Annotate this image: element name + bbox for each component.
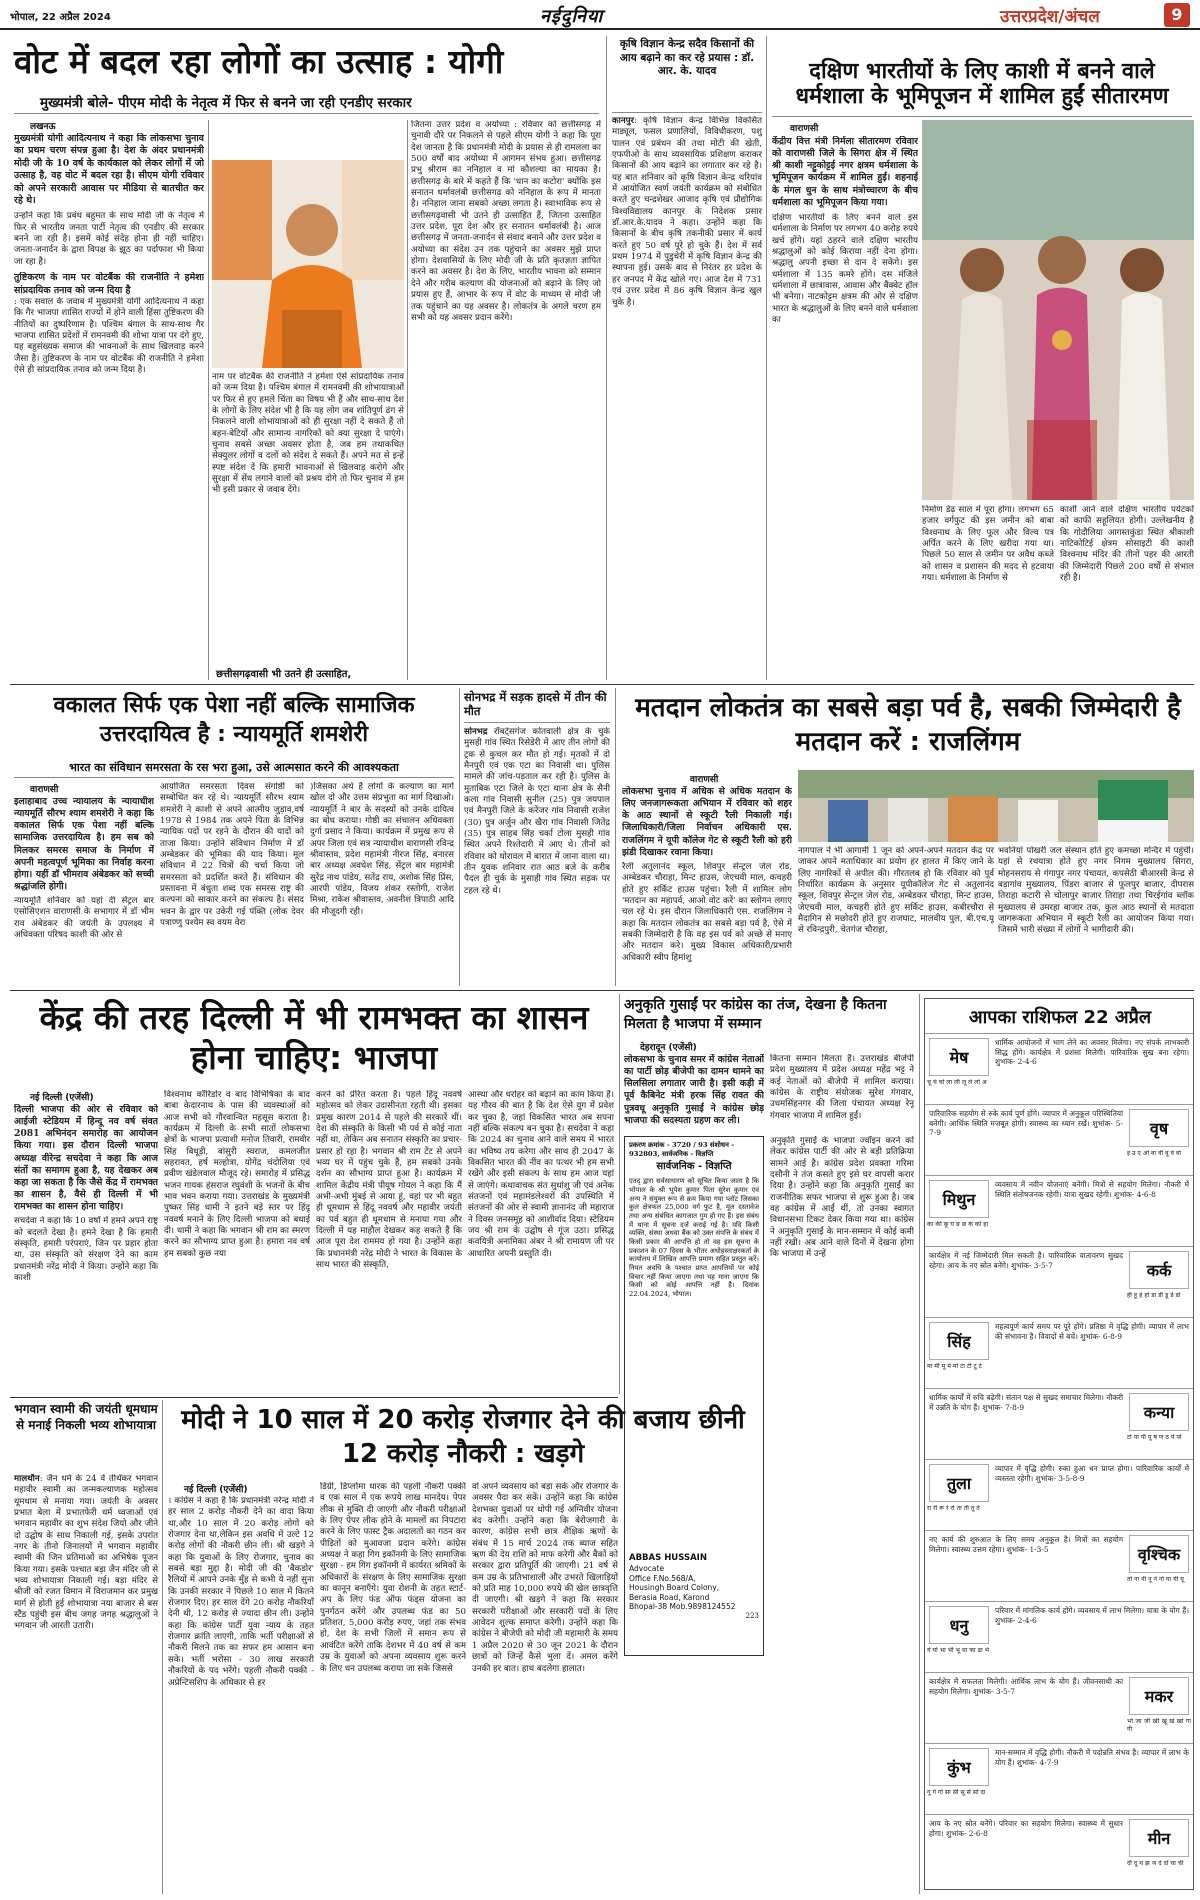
- rashi-letters: इ उ ए ओ वा वी वू वे वो: [1127, 1150, 1181, 1157]
- rashi-forecast: धार्मिक आयोजनों में भाग लेने का अवसर मिलेगा। नए संपर्क लाभकारी सिद्ध होंगे। कार्यक्षेत्र में प्रशंसा मिलेगी। पारिवारिक सुख बना रहेगा। शुभांक- 2-4-6: [995, 1038, 1189, 1067]
- rashi-row: [925, 1459, 1193, 1530]
- story7-para2: विश्वनाथ कॉरिडोर व बाद विभिषिका के बाद बाबा केदारनाथ के पास की व्यवस्थाओं को आज सभी को गौरवान्वित महसूस कराता है। कार्यक्रम में दिल्ली के सभी सातों लोकसभा क्षेत्रों के भाजपा प्रत्याशी मनोज तिवारी, रामवीर सिंह बिधूड़ी, बांसुरी स्वराज, कमलजीत सहरावत, हर्ष मल्होत्रा, योगेंद्र चंदोलिया एवं प्रवीण खंडेलवाल मौजूद रहे। समारोह में प्रसिद्ध भजन गायक हंसराज रघुवंशी के भजनों के बीच भाव भवन कराया गया। उत्तराखंड के मुख्यमंत्री पुष्कर सिंह धामी ने इतने बड़े स्तर पर हिंदू नववर्ष मनाने के लिए दिल्ली भाजपा को बधाई दी। धामी ने कहा कि भगवान श्री राम का स्मरण करने का सौभाग्य प्राप्त हुआ है। हमारा नव वर्ष हम सबको कुछ नया: [164, 1090, 310, 1259]
- story1-col2-subhead: छत्तीसगढ़वासी भी उतने ही उत्साहित,: [216, 669, 352, 680]
- rashi-name: सिंह: [929, 1322, 989, 1360]
- story8-col1: [624, 1054, 764, 1132]
- story10-col2: [320, 1482, 466, 1894]
- story7-col2: [164, 1090, 310, 1392]
- rashi-name: मेष: [929, 1038, 989, 1076]
- story2-dateline: कानपुर: [612, 116, 634, 126]
- divider: [606, 36, 607, 680]
- story1-subhead: मुख्यमंत्री बोले- पीएम मोदी के नेतृत्व में फिर से बनने जा रही एनडीए सरकार: [40, 95, 412, 111]
- divider: [14, 777, 454, 778]
- rashi-row: [925, 1175, 1193, 1246]
- yogi-photo: [212, 160, 404, 368]
- story5-text: रॉबर्ट्सगंज कोतवाली क्षेत्र के चुर्क मुसही गांव स्थित रिसेडेरी में आए तीन लोगों की ट्रक से कुचल कर मौत हो गई। मृतकों में दो मैनपुरी एवं एक एटा का निवासी था। पुलिस मामले की जांच-पड़ताल कर रही है। पुलिस के मुताबिक एटा जिले के एटा थाना क्षेत्र के सैनी कला गांव निवासी सुनील (25) पुत्र जयपाल एवं मैनपुरी जिले के करेंजर गांव निवासी राजेश (30) पुत्र अर्जुन और खैरा गांव निवासी जितेंद्र (35) पुत्र साहब सिंह चर्का टोला मुसही गांव स्थित अपने रिश्तेदारी में आए थे। तीनों को रविवार को घोरावल में बारात में जाना वाला था। तीन युवक शनिवार रात आठ बजे के करीब पैदल ही चुर्क के मुसाही गांव स्थित सड़क पर टहल रहे थे।: [464, 727, 610, 896]
- story3-lead: केंद्रीय वित्त मंत्री निर्मला सीतारमण रविवार को वाराणसी जिले के सिगरा क्षेत्र में स्थित श्री काशी नट्टुकोट्टई नगर क्षत्रम धर्मशाला के भूमिपूजन कार्यक्रम में शामिल हुईं। शहनाई के मंगल धुन के साथ मंत्रोच्चारण के बीच धर्मशाला का भूमिपूजन किया गया।: [772, 136, 918, 208]
- divider: [619, 994, 620, 1394]
- divider: [10, 990, 1194, 991]
- story6-para: रैली अतुलानंद स्कूल, शिवपुर सेन्ट्रल जेल रोड, अम्बेडकर चौराहा, मिन्ट हाउस, जेएचवी माल, कचहरी होते हुए सर्किट हाउस पहुंचा। रैली में शामिल लोग 'मतदान का महापर्व, आओ वोट करें' का स्लोगन लगाए चल रहे थे। इस दौरान जिलाधिकारी एस. राजलिंगम ने कहा कि मतदान लोकतंत्र का सबसे बड़ा पर्व है, ऐसे में सबकी जिम्मेदारी है कि वह इस पर्व को अच्छे से मनाए और मतदान करे। मुख्य विकास अधिकारी/प्रभारी अधिकारी स्वीप हिमांशु: [622, 861, 792, 963]
- rashifal-title: आपका राशिफल 22 अप्रैल: [968, 1007, 1152, 1028]
- divider: [10, 684, 1194, 685]
- story7-col1: [14, 1104, 158, 1392]
- rashi-letters: टो पा पी पू ष ण ठ पे पो: [1127, 1434, 1182, 1441]
- notice-signoff-name: ABBAS HUSSAIN: [629, 1553, 707, 1564]
- story4-headline: वकालत सिर्फ एक पेशा नहीं बल्कि सामाजिक उत्तरदायित्व है : न्यायमूर्ति शमशेरी: [53, 693, 415, 747]
- rashi-forecast: धार्मिक कार्यों में रुचि बढ़ेगी। संतान पक्ष से सुखद समाचार मिलेगा। नौकरी में उन्नति के योग हैं। शुभांक- 7-8-9: [929, 1393, 1123, 1412]
- rashi-forecast: कार्यक्षेत्र में सफलता मिलेगी। आर्थिक लाभ के योग हैं। जीवनसाथी का सहयोग मिलेगा। शुभांक- 3-5-7: [929, 1677, 1123, 1696]
- story3-dateline: वाराणसी: [790, 124, 819, 134]
- story8-headline: अनुकृति गुसाईं पर कांग्रेस का तंज, देखना है कितना मिलता है भाजपा में सम्मान: [624, 997, 887, 1032]
- story2-body: [612, 116, 762, 681]
- rashi-letters: तो ना नी नू ने नो या यी यू: [1127, 1576, 1184, 1583]
- rashi-forecast: नए कार्य की शुरुआत के लिए समय अनुकूल है। मित्रों का सहयोग मिलेगा। स्वास्थ्य उत्तम रहेगा। शुभांक- 1-3-5: [929, 1535, 1123, 1554]
- story8-lead: लोकसभा के चुनाव समर में कांग्रेस नेताओं का पार्टी छोड़ बीजेपी का दामन थामने का सिलसिला लगातार जारी है। इसी कड़ी में पूर्व कैबिनेट मंत्री हरक सिंह रावत की पुत्रवधू अनुकृति गुसाईं ने कांग्रेस छोड़ भाजपा की सदस्यता ग्रहण कर ली।: [624, 1054, 764, 1126]
- rashi-forecast: व्यवसाय में नवीन योजनाएं बनेंगी। मित्रों से सहयोग मिलेगा। नौकरी में स्थिति संतोषजनक रहेगी। यात्रा सुखद रहेगी। शुभांक- 4-6-8: [995, 1180, 1189, 1199]
- story9-headline: भगवान स्वामी की जयंती धूमधाम से मनाई निकली भव्य शोभायात्रा: [14, 1402, 158, 1432]
- rashi-name: वृष: [1129, 1109, 1189, 1147]
- rashi-forecast: मान-सम्मान में वृद्धि होगी। नौकरी में पदोन्नति संभव है। व्यापार में लाभ के योग हैं। शुभांक- 4-7-9: [995, 1748, 1189, 1767]
- notice-addr1: Office F.No.568/A,: [629, 1573, 696, 1583]
- story9-body: [14, 1474, 158, 1894]
- divider: [766, 36, 767, 680]
- rashi-forecast: परिवार में मांगलिक कार्य होंगे। व्यवसाय में लाभ मिलेगा। यात्रा के योग हैं। शुभांक- 2-4-6: [995, 1606, 1189, 1625]
- rashi-row: [925, 1317, 1193, 1388]
- rashi-row: [925, 1601, 1193, 1672]
- rashi-forecast: कार्यक्षेत्र में नई जिम्मेदारी मिल सकती है। पारिवारिक वातावरण सुखद रहेगा। आय के नए स्रोत बनेंगे। शुभांक- 3-5-7: [929, 1251, 1123, 1270]
- divider: [162, 1400, 163, 1894]
- story3-headline: दक्षिण भारतीयों के लिए काशी में बनने वाले धर्मशाला के भूमिपूजन में शामिल हुईं सीतारमण: [795, 59, 1169, 109]
- rashi-name: मिथुन: [929, 1180, 989, 1218]
- rashi-name: कर्क: [1129, 1251, 1189, 1289]
- story7-headline: केंद्र की तरह दिल्ली में भी रामभक्त का शासन होना चाहिए: भाजपा: [39, 998, 589, 1078]
- story4-para2: आयोजित समरसता दिवस संगोष्ठी को सम्बोधित कर रहे थे। न्यायमूर्ति सौरभ श्याम शमशेरी ने काशी से अपने आत्मीय जुड़ाव,वर्ष 1978 से 1984 तक अपने पिता के विभिन्न न्यायिक पदों पर रहने के दौरान की यादों को ताजा किया। उन्होंने संविधान निर्माण में डॉ अम्बेडकर की भूमिका की याद किया। मूल संविधान में 22 चित्रों की चर्चा किया जो समरसता को प्रदर्शित करते हैं। संविधान की प्रस्तावना में बंधुता शब्द एक समरस राष्ट्र की कल्पना को साकार करने का संकल्प है। संसद भवन के द्वार पर उकेरी गई पंक्ति (लोक देवर पत्राण्णु पश्येम स्व वयम वेरा: [160, 782, 304, 929]
- rashi-row: [925, 1033, 1193, 1104]
- story8-para2: कितना सम्मान मिलता है। उत्तराखंड बीजेपी प्रदेश मुख्यालय में प्रदेश अध्यक्ष महेंद्र भट्ट ने कई नेताओं को बीजेपी में शामिल कराया। कांग्रेस के राष्ट्रीय संयोजक सुरेश गंगवार, उधमसिंहनगर की जिला पंचायत अध्यक्ष रेनू गंगवार भाजपा में शामिल हुईं।: [770, 1054, 914, 1121]
- rashi-forecast: आय के नए स्रोत बनेंगे। परिवार का सहयोग मिलेगा। स्वास्थ्य में सुधार होगा। शुभांक- 2-6-8: [929, 1819, 1123, 1838]
- story10-para: । कांग्रेस ने कहा है कि प्रधानमंत्री नरेन्द्र मोदी ने हर साल 2 करोड़ नौकरी देने का वादा किया था,और 10 साल में 20 करोड़ लोगों को रोजगार देना था,लेकिन इस अवधि में उल्टे 12 करोड़ लोगों की नौकरी छीन ली। श्री खड़गे ने कहा कि युवाओं के लिए रोजगार, चुनाव का सबसे बड़ा मुद्दा है। मोदी जी की 'बैकडोर' रैलियों में आपने उनके मुँह से कभी ये नहीं सुना कि उनकी सरकार ने पिछले 10 साल में कितने रोजगार दिए। हर साल देंगे 20 करोड़ नौकरियाँ देनी थी, 12 करोड़ से ज्यादा छीन ली। उन्होंने कहा कि कांग्रेस पार्टी युवा न्याय के तहत रोजगार क्रांति लाएगी, ताकि भर्ती परीक्षाओं से नौकरी मिलने तक का सफर हम आसान बना सके। भर्ती भरोसा - 30 लाख सरकारी नौकरियों के पद भरेंगे। पहली नौकरी पक्की - अप्रेन्टिसशिप के अधिकार से हर: [168, 1496, 314, 1688]
- rashi-row: [925, 1530, 1193, 1601]
- rashi-forecast: व्यापार में वृद्धि होगी। रुका हुआ धन प्राप्त होगा। पारिवारिक कार्यों में व्यस्तता रहेगी। शुभांक- 3-5-8-9: [995, 1464, 1189, 1483]
- story7-col3: [316, 1090, 462, 1392]
- story10-para3: वो अपने व्यवसाय को बड़ा सके और रोजगार के अवसर पैदा कर सकें। उन्होंने कहा कि कांग्रेस देशभक्त युवाओं पर थोपी गई अग्निवीर योजना बंद करेगी। उन्होंने कहा कि बेरोजगारी के कारण, कांग्रेस सभी छात्र शैक्षिक ऋणों के संबंध में 15 मार्च 2024 तक ब्याज सहित ऋण की देय राशि को माफ करेगी और बैंकों को सरकार द्वारा प्रतिपूर्ति की जाएगी। 21 वर्ष से कम उम्र के प्रतिभाशाली और उभरते खिलाड़ियों को प्रति माह 10,000 रुपये की खेल छात्रवृत्ति दी जाएगी। श्री खड़गे ने कहा कि सरकार सरकारी परीक्षाओं और सरकारी पदों के लिए आवेदन शुल्क समाप्त करेगी। उन्होंने कहा कि कांग्रेस ने बीजेपी को मोदी जी महामारी के समय 1 अप्रैल 2020 से 30 जून 2021 के दौरान छात्रों को जिन्हें कैसे भुला दें। अमल करेंगे उनकी हर बात। हाथ बदलेगा हालात।: [472, 1482, 618, 1674]
- story1-lead: मुख्यमंत्री योगी आदित्यनाथ ने कहा कि लोकसभा चुनाव का प्रथम चरण संपन्न हुआ है। देश के अंदर प्रधानमंत्री मोदी जी के 10 वर्ष के कार्यकाल को लेकर लोगों में जो उत्साह है, वह वोट में बदल रहा है। सीएम योगी रविवार को अपने सरकारी आवास पर मीडिया से बातचीत कर रहे थे।: [14, 133, 204, 207]
- rashi-name: वृश्चिक: [1129, 1535, 1189, 1573]
- story4-col2: [160, 782, 304, 984]
- rashi-forecast: महत्वपूर्ण कार्य समय पर पूरे होंगे। प्रतिष्ठा में वृद्धि होगी। व्यापार में लाभ की संभावना है। विवादों से बचें। शुभांक- 6-8-9: [995, 1322, 1189, 1341]
- story5-body: [464, 727, 610, 985]
- rashi-letters: गू गे गो सा सी सू से सो दा: [927, 1789, 986, 1796]
- story3-col1: [772, 136, 918, 681]
- story10-para2: डिग्री, डिप्लोमा धारक की पहली नौकरी पक्की व एक साल में एक रूपये लाख मानदेय। पेपर लीक से मुक्ति दी जाएगी और नौकरी परीक्षाओं के लिए पेपर लीक होने के मामलों का निपटारा करने के लिए फास्ट ट्रैक अदालतों का गठन कर पीड़ितों को मुआवजा प्रदान करेंगे। कांग्रेस अध्यक्ष ने कहा गिग इकॉनमी के लिए सामाजिक सुरक्षा - हम गिग इकॉनमी में कार्यरत श्रमिकों के अधिकारों के संरक्षण के लिए सामाजिक सुरक्षा का कानून बनाएँगे। युवा रोशनी के तहत स्टार्ट-अप के लिए फंड ऑफ फंड्स योजना का पुनर्गठन करेंगे और उपलब्ध फंड का 50 प्रतिशत, 5,000 करोड़ रुपए, जहां तक संभव हो, देश के सभी जिलों में समान रूप से आवंटित करेंगे ताकि देशभर में 40 वर्ष से कम उम्र के युवाओं को अपना व्यवसाय शुरू करने के लिए धन उपलब्ध कराया जा सके जिससे: [320, 1482, 466, 1674]
- story10-col3: [472, 1482, 618, 1894]
- divider: [459, 688, 460, 986]
- rashi-name: मकर: [1129, 1677, 1189, 1715]
- notice-signoff-role: Advocate: [629, 1564, 665, 1574]
- divider: [464, 722, 610, 723]
- story2-text: : कृषि विज्ञान केन्द्र विभिन्न विकसित माड्यूल, फसल प्रणालियों, विविधीकरण, पशु पालन एवं प्रबंधन की तथा मोटी की खेती, एफपीओ के साथ व्यवसायिक प्रशिक्षण कराकर किसानों की आय बढ़ाने का लगातार कर रहे है। यह बात शनिवार को कृषि विज्ञान केन्द्र थरियांव में आयोजित स्वर्ण जयंती कार्यक्रम को संबोधित करते हुए चन्द्रशेखर आजाद कृषि एवं प्रौद्योगिक विश्वविद्यालय कानपुर के निदेशक प्रसार डॉ.आर.के.यादव ने कहा। उन्होंने कहा कि किसानों के बीच कृषि तकनीकी प्रसार में कार्य करते हुए 50 वर्ष पूरे हो चुके हैं। देश में सर्व प्रथम 1974 में पुडुचेरी में कृषि विज्ञान केन्द्र की स्थापना हुई। उसके बाद से निरंतर हर प्रदेश के हर जनपद में केंद्र खोले गए। आज देश में 731 एवं उत्तर प्रदेश में 86 कृषि विज्ञान केन्द्र खुल चुके है।: [612, 116, 762, 308]
- story6-headline: मतदान लोकतंत्र का सबसे बड़ा पर्व है, सबकी जिम्मेदारी है मतदान करें : राजलिंगम: [635, 693, 1181, 757]
- story8-col1b: [770, 1136, 914, 1394]
- story6-col1: [622, 786, 792, 986]
- story7-para: सचदेवा ने कहा कि 10 वर्षों में हमने अपने राष्ट्र को बदलते देखा है। हमने देखा है कि हमारी संस्कृति, हमारी परंपराएं, जिन पर प्रहार होता था, उस संस्कृति को संरक्षण देने का काम प्रधानमंत्री नरेंद्र मोदी ने किया। उन्होंने कहा कि काशी: [14, 1216, 158, 1283]
- notice-header: प्रकरण क्रमांक - 3720 / 93 संशोधन - 932803, सार्वजनिक - विज्ञप्ति: [629, 1141, 735, 1158]
- notice-code: 223: [745, 1612, 759, 1621]
- rashi-name: तुला: [929, 1464, 989, 1502]
- rashi-letters: ही हू हे हो डा डी डू डे डो: [1127, 1292, 1181, 1299]
- rashi-row: [925, 1246, 1193, 1317]
- rashi-row: [925, 1814, 1193, 1885]
- story3-para: दक्षिण भारतीयों के लिए बनने वाले इस धर्मशाला के निर्माण पर लगभग 40 करोड़ रुपये खर्च होंगे। यहां ठहरने वाले दक्षिण भारतीय श्रद्धालुओं को कोई किराया नहीं देना होगा। श्रद्धालु अपनी इच्छा से दान दे सकेंगे। इस धर्मशाला में 135 कमरे होंगे। दस मंजिले धर्मशाला में छात्रावास, आवास और बैंक्वेट हॉल भी बनेगा। नाटकोट्टम क्षत्रम की ओर से दक्षिण भारत के श्रद्धालुओं के लिए बनने वाले धर्मशाला का: [772, 212, 918, 325]
- story10-headline: मोदी ने 10 साल में 20 करोड़ रोजगार देने की बजाय छीनी 12 करोड़ नौकरी : खड़गे: [181, 1405, 745, 1469]
- story3-para3: काशी आने वाले दक्षिण भारतीय पर्यटकों को काफी सहूलियत होगी। उल्लेखनीय है कि गोदौलिया आगस्तकुंडा स्थित श्रीकाशी नाटिकोटिई क्षेत्रम सोसाइटी की काशी विश्वनाथ मंदिर की तीनों पहर की आरती की जिम्मेदारी पिछले 200 वर्षों से संभाल रही है।: [1060, 505, 1194, 584]
- rashi-row: [925, 1388, 1193, 1459]
- masthead: [0, 0, 1200, 30]
- story4-col1: [14, 796, 154, 984]
- story8-col2: [770, 1054, 914, 1132]
- divider: [208, 120, 209, 680]
- rashi-forecast: पारिवारिक सहयोग से रुके कार्य पूर्ण होंगे। व्यापार में अनुकूल परिस्थितियां बनेंगी। आर्थिक स्थिति मजबूत होगी। स्वास्थ्य का ध्यान रखें। शुभांक- 5-7-9: [929, 1109, 1123, 1138]
- story2-headline: कृषि विज्ञान केन्द्र सदैव किसानों की आय बढ़ाने का कर रहे प्रयास : डॉ. आर. के. यादव: [619, 38, 755, 78]
- story1-para: उन्होंने कहा कि प्रबंध बहुमत के साथ मोदी जी के नेतृत्व में फिर से भारतीय जनता पार्टी नेतृत्व की एनडीए की सरकार बनने जा रही है। इसमें कोई संदेह होना ही नहीं चाहिए। जनता-जनार्दन के द्वारा विपक्ष के झूठ का पर्दाफाश भी किया जा रहा है।: [14, 211, 204, 267]
- notice-addr3: Berasia Road, Karond: [629, 1592, 710, 1602]
- brand-logo: नईदुनिया: [540, 6, 604, 27]
- page-number: 9: [1164, 3, 1190, 27]
- notice-title: सार्वजनिक - विज्ञप्ति: [656, 1161, 732, 1173]
- rashi-letters: मा मी मू मे मो टा टी टू टे: [927, 1363, 982, 1370]
- divider: [407, 120, 408, 680]
- story5-dateline: सोनभद्र: [464, 727, 488, 737]
- story7-lead: दिल्ली भाजपा की ओर से रविवार को आईजी स्टेडियम में हिन्दू नव वर्ष संवत 2081 अभिनंदन समारोह का आयोजन किया गया। इस दौरान दिल्ली भाजपा अध्यक्ष वीरेन्द्र सचदेवा ने कहा कि आज संतों का समागम हुआ है, यह देखकर अब कहा जा सकता है कि जैसे केंद्र में रामभक्त का शासन है, वैसे ही दिल्ली में भी रामभक्त का शासन होना चाहिए।: [14, 1104, 158, 1213]
- rashi-name: धनु: [929, 1606, 989, 1644]
- story6-lead: लोकसभा चुनाव में अधिक से अधिक मतदान के लिए जनजागरूकता अभियान में रविवार को शहर के आठ स्थानों से स्कूटी रैली निकाली गई। जिलाधिकारी/जिला निर्वाचन अधिकारी एस. राजलिंगम ने यूपी कॉलेज गेट से स्कूटी रैली को हरी झंडी दिखाकर रवाना किया।: [622, 786, 792, 858]
- divider: [14, 113, 599, 114]
- story7-col4: [468, 1090, 614, 1392]
- story1-dateline: लखनऊ: [30, 122, 56, 132]
- story7-para4: आस्था और धरोहर को बढ़ाने का काम किया है। यह गौरव की बात है कि देश ऐसे युग में प्रवेश कर चुका है, जहां विकसित भारत अब सपना नहीं बल्कि संकल्प बन चुका है। सचदेवा ने कहा कि 2024 का चुनाव आने वाले समय में भारत का भविष्य तय करेगा और साथ ही 2047 के विकसित भारत की नींव का पत्थर भी हम सभी रखेंगे और इसी संकल्प के साथ हम आज यहां से जाएंगे। कथावाचक संत सुधांशु जी एवं अनेक संतजनों एवं महामंडलेश्वरों की उपस्थिति में संतजनों की ओर से स्वामी ज्ञानानंद जी महाराज ने दिवस जनसमूह को आशीर्वाद दिया। स्टेडियम जय श्री राम के उद्घोष से गूंज उठा। प्रसिद्ध कवयित्री अनामिका अंबर ने श्री रामायण जी पर आधारित अपनी प्रस्तुति दी।: [468, 1090, 614, 1259]
- notice-addr4: Bhopal-38 Mob.9898124552: [629, 1602, 736, 1612]
- rashi-row: [925, 1104, 1193, 1175]
- dateline: भोपाल, 22 अप्रैल 2024: [10, 12, 111, 23]
- rashifal-box: [924, 998, 1194, 1890]
- rashi-letters: रा री रू रे रो ता ती तू ते: [927, 1505, 980, 1512]
- divider: [10, 1397, 618, 1398]
- story9-dateline: मालथौन: [14, 1474, 40, 1484]
- story8-dateline: देहरादून (एजेंसी): [640, 1043, 697, 1053]
- story1-para3: नाम पर वोटबैंक की राजनीति ने हमेशा ऐसे सांप्रदायिक तनाव को जन्म दिया है। पश्चिम बंगाल में रामनवमी की शोभायात्राओं पर फिर से हुए हमले चिंता का विषय भी हैं और साथ-साथ देश के लोगों के लिए संदेश भी है कि यह लोग जब शांतिपूर्ण ढंग से निकलने वाली शोभायात्राओं को ही सुरक्षा नहीं दे सकते हैं तो बहन-बेटियों और सामान्य नागरिकों को क्या सुरक्षा दे पाएंगे। चुनाव सबसे अच्छा अवसर होता है, जब हम तथाकथित सेक्युलर लोगों व दलों को संदेश दे सकते हैं। अपने मत से इन्हें स्पष्ट संदेश दें कि हमारी भावनाओं से खिलवाड़ करोगे और सुरक्षा में सेंध लगाने वालों को प्रश्रय दोगे तो फिर चुनाव में हम भी इसी प्रकार से जवाब देंगे।: [212, 372, 404, 496]
- story10-col1: [168, 1496, 314, 1894]
- story5-headline: सोनभद्र में सड़क हादसे में तीन की मौत: [464, 690, 607, 719]
- sitharaman-photo: [922, 120, 1194, 500]
- story3-col2: [922, 505, 1054, 681]
- story4-lead: इलाहाबाद उच्च न्यायालय के न्यायाधीश न्यायमूर्ति सौरभ श्याम शमशेरी ने कहा कि वकालत सिर्फ एक पेशा नहीं बल्कि सामाजिक उत्तरदायित्व है। हम सब को मिलकर समरस समाज के निर्माण में अपनी महत्वपूर्ण भूमिका का निर्वाह करना होगा। यहीं डॉ भीमराव अंबेडकर को सच्ची श्रद्धांजलि होगी।: [14, 796, 154, 892]
- story6-para2: नागपाल ने भी आगामी 1 जून को अपने-अपने मतदान केंद्र पर जाकर अपने मताधिकार का प्रयोग हर हालत में किए जाने के लिए नागरिकों से अपील की। गौरतलब हो कि रविवार को पूर्व निर्धारित कार्यक्रम के अनुसार यूपीकॉलेज गेट से अतुलानंद स्कूल, शिवपुर सेन्ट्रल जेल रोड, अम्बेडकर चौराहा, मिन्ट हाउस, जेएचवी माल, कचहरी होते हुए सर्किट हाउस, कबीरचौरा से मैदागिन से मछोदरी होते हुए राजघाट, मालवीय पुल, बी.एच.यू से रविन्द्रपुरी, चेतगंज चौराहा,: [798, 846, 994, 936]
- story4-dateline: वाराणसी: [30, 785, 59, 795]
- story4-subhead: भारत का संविधान समरसता के रस भरा हुआ, उसे आत्मसात करने की आवश्यकता: [69, 761, 399, 774]
- story8-para: अनुकृति गुसाईं के भाजपा ज्वॉइन करने को लेकर कांग्रेस पार्टी की ओर से बड़ी प्रतिक्रिया सामने आई है। कांग्रेस प्रदेश प्रवक्ता गरिमा दसौनी ने तंज कसते हुए इसे घर वापसी करार दिया है। उन्होंने कहा कि अनुकृति गुसाईं का राजनीतिक सफर भाजपा से शुरू हुआ है। जब वह कांग्रेस में आईं थीं, तो उनका स्वागत विधानसभा टिकट देकर किया गया था। कांग्रेस ने अनुकृति गुसाईं के मान-सम्मान में कोई कमी नहीं रखी। अब आने वाले दिनों में देखना होगा कि भाजपा में उन्हें: [770, 1136, 914, 1260]
- divider: [919, 994, 920, 1894]
- rashi-name: कन्या: [1129, 1393, 1189, 1431]
- rashi-letters: का की कू घ ङ छ के को हा: [927, 1221, 989, 1228]
- section-tag: उत्तरप्रदेश/अंचल: [1000, 7, 1100, 27]
- story1-headline: वोट में बदल रहा लोगों का उत्साह : योगी: [14, 42, 504, 81]
- rally-photo: [798, 770, 1194, 842]
- story1-subhead2: तुष्टिकरण के नाम पर वोटबैंक की राजनीति ने हमेशा सांप्रदायिक तनाव को जन्म दिया है: [14, 272, 204, 296]
- story4-para: न्यायमूर्ति शनिवार को यहां दी सेंट्रल बार एसोसिएशन वाराणसी के सभागार में डॉ भीम राव अंबेडकर की जयंती के उपलक्ष्य में अधिवक्ता परिषद काशी की ओर से: [14, 896, 154, 941]
- story6-col2: [798, 846, 994, 986]
- story1-col1: [14, 133, 204, 678]
- story4-para3: )जिसका अर्थ है लोगों के कल्याण का मार्ग खोल दो और उत्तम संप्रभुता का मार्ग दिखाओ। न्यायमूर्ति ने बार के सदस्यों को उनके दायित्व का बोध कराया। गोष्ठी का संचालन अधिवक्ता दुर्गा प्रसाद ने किया। कार्यक्रम में प्रमुख रूप से अपर जिला एवं सत्र न्यायाधीश वाराणसी रविन्द्र श्रीवास्तव, प्रदेश महामंत्री नीरज सिंह, बनारस बार अध्यक्ष अवधेश सिंह, सेंट्रल बार महामंत्री सुरेंद्र नाथ पांडेय, सतेंद्र राय, अशोक सिंह प्रिंस, आरपी पांडेय, विजय शंकर रस्तोगी, राजेश मिश्रा, राकेश श्रीवास्तव, अवनीश त्रिपाठी आदि की मौजूदगी रही।: [310, 782, 454, 917]
- notice-body: एतद् द्वारा सर्वसाधारण को सूचित किया जाता है कि भोपाल के श्री भूपेश कुमार पिता सुरेश कुमार एवं अन्य ने संयुक्त रूप से क्रय किया गया प्लॉट जिसका कुल क्षेत्रफल 25,000 वर्ग फुट है, मूल दस्तावेज तथा अन्य संबंधित कागजात गुम हो गए हैं। इस संबंध में थाना में सूचना दर्ज कराई गई है। यदि किसी व्यक्ति, संस्था अथवा बैंक को उक्त संपत्ति के संबंध में किसी प्रकार की आपत्ति हो तो वह इस सूचना के प्रकाशन के 07 दिवस के भीतर अधोहस्ताक्षरकर्ता के कार्यालय में लिखित आपत्ति प्रमाण सहित प्रस्तुत करें। नियत अवधि के पश्चात प्राप्त आपत्तियों पर कोई विचार नहीं किया जाएगा तथा यह माना जाएगा कि किसी को कोई आपत्ति नहीं है। दिनांक 22.04.2024, भोपाल।: [629, 1177, 759, 1299]
- rashi-letters: दी दू थ झ ञ दे दो चा ची: [1127, 1860, 1184, 1867]
- story7-para3: करने को प्रेरित करता है। पहले हिंदू नववर्ष महोत्सव को लेकर उदासीनता रहती थी। इसका प्रमुख कारण 2014 से पहले की सरकारें थीं। देश की संस्कृति के किसी भी पर्व से कोई नाता नहीं था, लेकिन अब सनातन संस्कृति का प्रचार-प्रसार हो रहा है। भगवान श्री राम टेंट से अपने भव्य घर में पहुंच चुके हैं, हम सबको उनके दर्शन का सौभाग्य प्राप्त हुआ है। कार्यक्रम में शामिल केंद्रीय मंत्री पीयूष गोयल ने कहा कि मैं अभी-अभी मुंबई से आया हूं, वहां पर भी बहुत ही धूमधाम से हिंदू नववर्ष और महावीर जयंती का पर्व बहुत ही धूमधाम से मनाया गया और दिल्ली में यह माहौल देखकर कह सकते हैं कि आज पूरा देश राममय हो गया है। उन्होंने कहा कि प्रधानमंत्री नरेंद्र मोदी ने भारत के विकास के साथ भारत की संस्कृति,: [316, 1090, 462, 1271]
- story4-col3: [310, 782, 454, 984]
- story1-col2: [212, 372, 404, 662]
- legal-notice: [624, 1136, 764, 1656]
- story9-text: : जैन धर्म के 24 वें तीर्थंकर भगवान महावीर स्वामी का जन्मकल्याणक महोत्सव धूमधाम से मनाया गया। जयंती के अवसर प्रभात बेला में प्रभातफेरी धर्म ध्वजाओं एवं भगवान महावीर का शुभ संदेश जियो और जीने दो उद्घोष के साथ निकाली गई, इसके उपरांत नगर के तीनो जिनालयों में भगवान महावीर स्वामी की जिन प्रतिमाओं का अभिषेक पूजन किया गया। इसके पश्चात बड़ा जैन मंदिर जी से भव्य शोभायात्रा निकाली गई। बड़ा मंदिर से श्रीजी को रजत विमान में विराजमान कर प्रमुख मार्ग से होती हुई शोभायात्रा नया बाजार से बस स्टैंड पहुंची इस बीच जगह जगह श्रद्धालुओं ने भगवान जी आरती उतारी।: [14, 1474, 158, 1632]
- story1-col3: [411, 120, 601, 680]
- story3-col3: [1060, 505, 1194, 681]
- notice-addr2: Housingh Board Colony,: [629, 1583, 720, 1593]
- story1-para4: जितना उत्तर प्रदेश व अयोध्या : रविवार को छत्तीसगढ़ में चुनावी दौरे पर निकलने से पहले सीएम योगी ने कहा कि पूरा देश जानता है कि प्रधानमंत्री मोदी के प्रयास से ही रामलला का 500 वर्षों बाद अयोध्या में आगमन संभव हुआ। छत्तीसगढ़ प्रभु श्रीराम का ननिहाल व मां कौशल्या का मायका है। छत्तीसगढ़ के बारे में कहते हैं कि 'धान का कटोरा' क्योंकि इस सनातन धर्मावलंबी छत्तीसगढ़ को ननिहाल के रूप में मानता है। ननिहाल जाना सबको अच्छा लगता है। स्वाभाविक रूप से छत्तीसगढ़वासी भी उतने ही उत्साहित हैं, जितना उत्साहित उत्तर प्रदेश, पूरा देश और हर सनातन धर्मावलंबी है। आज छत्तीसगढ़ में जनता-जनार्दन से संवाद बनाने और उत्तर प्रदेश व अयोध्या का संदेश उन तक पहुंचाने का अवसर मुझे प्राप्त होगा। देशवासियों के लिए मोदी जी के प्रति कृतज्ञता ज्ञापित करने का अवसर है। देश के लिए, भारतीय भावना को सम्मान देने और गरीब कल्याण की योजनाओं को बढ़ाने के लिए जो प्रयास हुए हैं, आभार के रूप में वोट के माध्यम से मोदी जी तक पहुंचाने का यह अवसर है। लोकतंत्र के अगले चरण हम सभी को यह अवसर प्रदान करेंगे।: [411, 120, 601, 323]
- rashi-letters: भो जा जी खी खू खे खो गा गी: [1127, 1718, 1191, 1734]
- story6-para3: भवनियां पोखरी जल संस्थान होते हुए कमच्छा मन्दिर मे पहुंची। यहां से रथयात्रा होते हुए नगर निगम मुख्यालय सिगरा, मोहनसराय से गंगापुर नगर पंचायत, कपसेठी बीआरसी केन्द्र से बड़ागांव मुख्यालय, पिंडरा बाजार से फूलपुर बाजार, दीपरास तिराहा कटारी से चोलापुर बाजार तिराहा तथा चिरईगांव ब्लॉक मुख्यालय से उमरहा बाजार तक, कुल आठ स्थानों से मतदाता जागरूकता अभियान में स्कूटी रैली का आयोजन किया गया। जिसमें भारी संख्या में लोगों ने भागीदारी की।: [998, 846, 1194, 936]
- divider: [772, 116, 1192, 117]
- story3-para2: निर्माण डेढ़ साल में पूरा होगा। लगभग 65 हजार वर्गफुट की इस जमीन को बाबा विश्वनाथ के लिए फूल और विल्व पत्र अर्पित करने के लिए खरीदा गया था। पिछले 50 साल से जमीन पर अवैध कब्जे को शासन व प्रशासन की मदद से हटवाया गया। धर्मशाला के निर्माण से: [922, 505, 1054, 584]
- story6-dateline: वाराणसी: [690, 775, 719, 785]
- rashi-letters: ये यो भा भी भू धा फा ढा भे: [927, 1647, 989, 1654]
- divider: [615, 688, 616, 986]
- rashi-row: [925, 1743, 1193, 1814]
- rashi-letters: चू चे चो ला ली लू ले लो अ: [927, 1079, 987, 1086]
- rashi-name: कुंभ: [929, 1748, 989, 1786]
- divider: [612, 112, 762, 113]
- story6-col3: [998, 846, 1194, 986]
- rashi-row: [925, 1672, 1193, 1743]
- story10-dateline: नई दिल्ली (एजेंसी): [184, 1485, 248, 1495]
- story7-dateline: नई दिल्ली (एजेंसी): [30, 1093, 94, 1103]
- story1-para2: : एक सवाल के जवाब में मुख्यमंत्री योगी आदित्यनाथ ने कहा कि गैर भाजपा शासित राज्यों में होने वाली हिंसा तुष्टिकरण की नीतियों का दुष्परिणाम है। पश्चिम बंगाल के साथ-साथ गैर भाजपा शासित प्रदेशों में रामनवमी की शोभा यात्रा पर दंगे हुए, यह बहुसंख्यक समाज की भावनाओं के साथ खिलवाड़ करने जैसा है। तुष्टिकरण के नाम पर वोटबैंक की राजनीति ने हमेशा ऐसे ही सांप्रदायिक तनाव को जन्म दिया है।: [14, 296, 204, 376]
- rashi-name: मीन: [1129, 1819, 1189, 1857]
